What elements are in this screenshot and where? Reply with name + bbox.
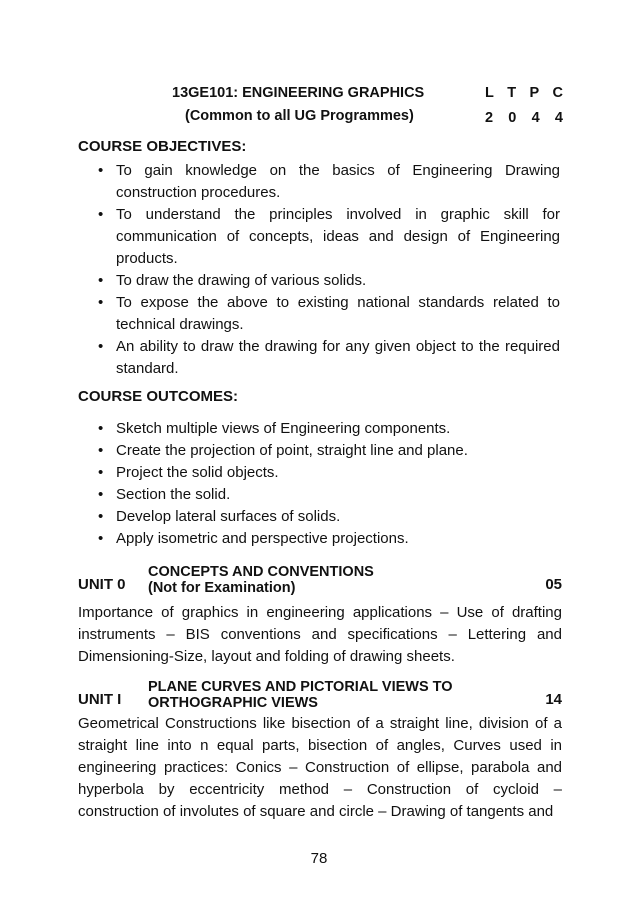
ltpc-label-p: P	[529, 85, 540, 101]
list-item: • To understand the principles involved in graphic skill for communication of concepts, ideas and design of Engineering products.	[98, 206, 560, 267]
bullet-icon: •	[98, 272, 104, 289]
ltpc-label-t: T	[507, 85, 517, 101]
unit-hours: 14	[545, 691, 562, 708]
list-item: • Project the solid objects.	[96, 462, 560, 484]
ltpc-value-p: 4	[531, 110, 540, 126]
ltpc-value-t: 0	[508, 110, 517, 126]
course-subtitle: (Common to all UG Programmes)	[185, 108, 414, 124]
bullet-icon: •	[98, 530, 104, 547]
unit-hours: 05	[545, 576, 562, 593]
outcomes-heading: COURSE OUTCOMES:	[78, 388, 239, 405]
ltpc-value-l: 2	[485, 110, 494, 126]
outcomes-list	[96, 418, 560, 550]
unit-title: PLANE CURVES AND PICTORIAL VIEWS TO ORTHOGRAPHIC VIEWS	[148, 679, 453, 711]
objectives-heading: COURSE OBJECTIVES:	[78, 138, 247, 155]
ltpc-value-c: 4	[554, 110, 563, 126]
bullet-icon: •	[98, 294, 104, 311]
unit-title: CONCEPTS AND CONVENTIONS (Not for Examination)	[148, 564, 374, 596]
list-item: • To gain knowledge on the basics of Engineering Drawing construction procedures.	[98, 162, 560, 201]
list-item: • To expose the above to existing national standards related to technical drawings.	[98, 294, 560, 333]
list-item: • Create the projection of point, straight line and plane.	[96, 440, 560, 462]
list-item: • Section the solid.	[96, 484, 560, 506]
bullet-icon: •	[98, 162, 104, 179]
list-item: • Develop lateral surfaces of solids.	[96, 506, 560, 528]
bullet-icon: •	[98, 420, 104, 437]
bullet-icon: •	[98, 442, 104, 459]
unit-body: Importance of graphics in engineering applications – Use of drafting instruments – BIS conventions and specifications – Lettering and Dimensioning-Size, layout and folding of drawing sheets.	[78, 604, 562, 665]
list-item: • Apply isometric and perspective projections.	[96, 528, 560, 550]
list-item: • To draw the drawing of various solids.	[96, 270, 560, 292]
objectives-list	[96, 160, 560, 380]
ltpc-labels	[485, 85, 563, 101]
unit-label: UNIT 0	[78, 576, 126, 593]
list-item: • Sketch multiple views of Engineering components.	[96, 418, 560, 440]
unit-label: UNIT I	[78, 691, 122, 708]
ltpc-values	[485, 110, 563, 126]
bullet-icon: •	[98, 486, 104, 503]
bullet-icon: •	[98, 508, 104, 525]
bullet-icon: •	[98, 338, 104, 355]
bullet-icon: •	[98, 464, 104, 481]
course-title: 13GE101: ENGINEERING GRAPHICS	[172, 85, 425, 101]
list-item: • An ability to draw the drawing for any given object to the required standard.	[98, 338, 560, 377]
page-number: 78	[310, 850, 328, 867]
ltpc-label-c: C	[552, 85, 563, 101]
bullet-icon: •	[98, 206, 104, 223]
ltpc-label-l: L	[485, 85, 494, 101]
unit-body: Geometrical Constructions like bisection of a straight line, division of a straight line into n equal parts, bisection of angles, Curves used in engineering practices: Conics – Construction of ellipse, parabola and hyperbola by eccentricity method – Construction of cycloid – construction of involutes of square and circle – Drawing of tangents and	[78, 715, 562, 820]
